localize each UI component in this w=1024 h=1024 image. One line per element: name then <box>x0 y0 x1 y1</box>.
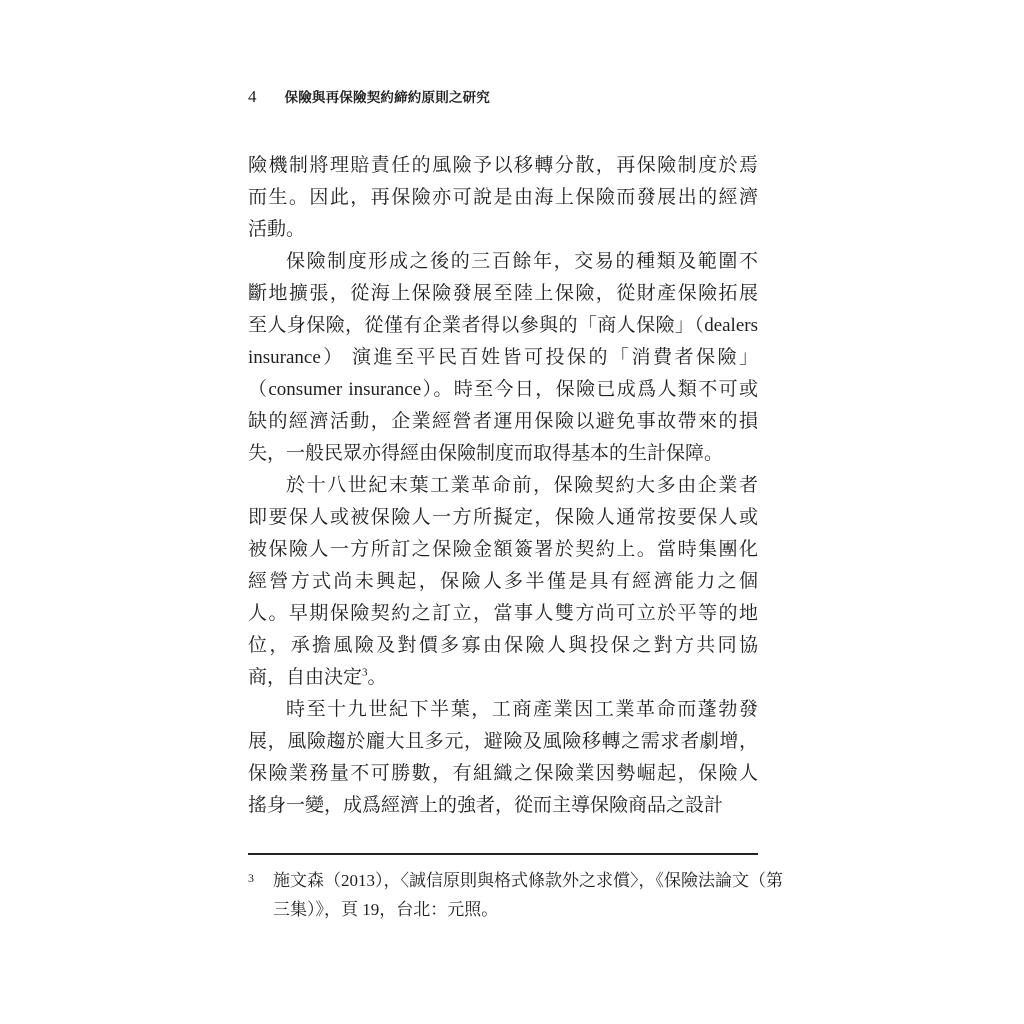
footnote-marker: 3 <box>248 871 254 885</box>
text-line: 被保險人一方所訂之保險金額簽署於契約上。當時集團化 <box>248 539 758 560</box>
text-line: 經營方式尚未興起，保險人多半僅是具有經濟能力之個 <box>248 571 758 592</box>
body-text <box>248 150 758 822</box>
footnote-ref: 3 <box>362 666 368 679</box>
text-line: 險機制將理賠責任的風險予以移轉分散，再保險制度於焉 <box>248 155 758 176</box>
text-line: 保險業務量不可勝數，有組織之保險業因勢崛起，保險人 <box>248 763 758 784</box>
text-line: 人。早期保險契約之訂立，當事人雙方尚可立於平等的地 <box>248 603 758 624</box>
text-line: 於十八世紀末葉工業革命前，保險契約大多由企業者 <box>286 475 758 496</box>
text-line: 至人身保險，從僅有企業者得以參與的「商人保險」（dealers <box>248 315 758 336</box>
text-line: 商，自由決定$^3$。 <box>248 666 387 688</box>
text-line: 位，承擔風險及對價多寡由保險人與投保之對方共同協 <box>248 635 758 656</box>
text-line: 搖身一變，成爲經濟上的強者，從而主導保險商品之設計 <box>248 795 724 816</box>
running-title: 保險與再保險契約締約原則之研究 <box>284 90 490 105</box>
page-number: 4 <box>248 87 257 106</box>
page-header <box>248 86 758 107</box>
text-line: 失，一般民眾亦得經由保險制度而取得基本的生計保障。 <box>248 443 724 464</box>
text-line: 而生。因此，再保險亦可說是由海上保險而發展出的經濟 <box>248 187 758 208</box>
footnote-rule <box>248 853 758 855</box>
text-line: 展，風險趨於龐大且多元，避險及風險移轉之需求者劇增， <box>248 731 758 752</box>
text-line: 施文森（2013），〈誠信原則與格式條款外之求償〉，《保險法論文（第 <box>273 871 783 890</box>
text-line: insurance） 演進至平民百姓皆可投保的「消費者保險」 <box>248 347 758 368</box>
text-line: 即要保人或被保險人一方所擬定，保險人通常按要保人或 <box>248 507 758 528</box>
text-line: 活動。 <box>248 219 306 240</box>
text-line: （consumer insurance）。時至今日，保險已成爲人類不可或 <box>248 379 758 400</box>
text-line: 保險制度形成之後的三百餘年，交易的種類及範圍不 <box>286 251 758 272</box>
text-line: 時至十九世紀下半葉，工商產業因工業革命而蓬勃發 <box>286 699 758 720</box>
text-line: 三集）》，頁 19，台北：元照。 <box>273 900 499 919</box>
footnote <box>248 866 783 924</box>
text-line: 缺的經濟活動，企業經營者運用保險以避免事故帶來的損 <box>248 411 758 432</box>
text-line: 斷地擴張，從海上保險發展至陸上保險，從財產保險拓展 <box>248 283 758 304</box>
footnote-text <box>248 866 783 924</box>
